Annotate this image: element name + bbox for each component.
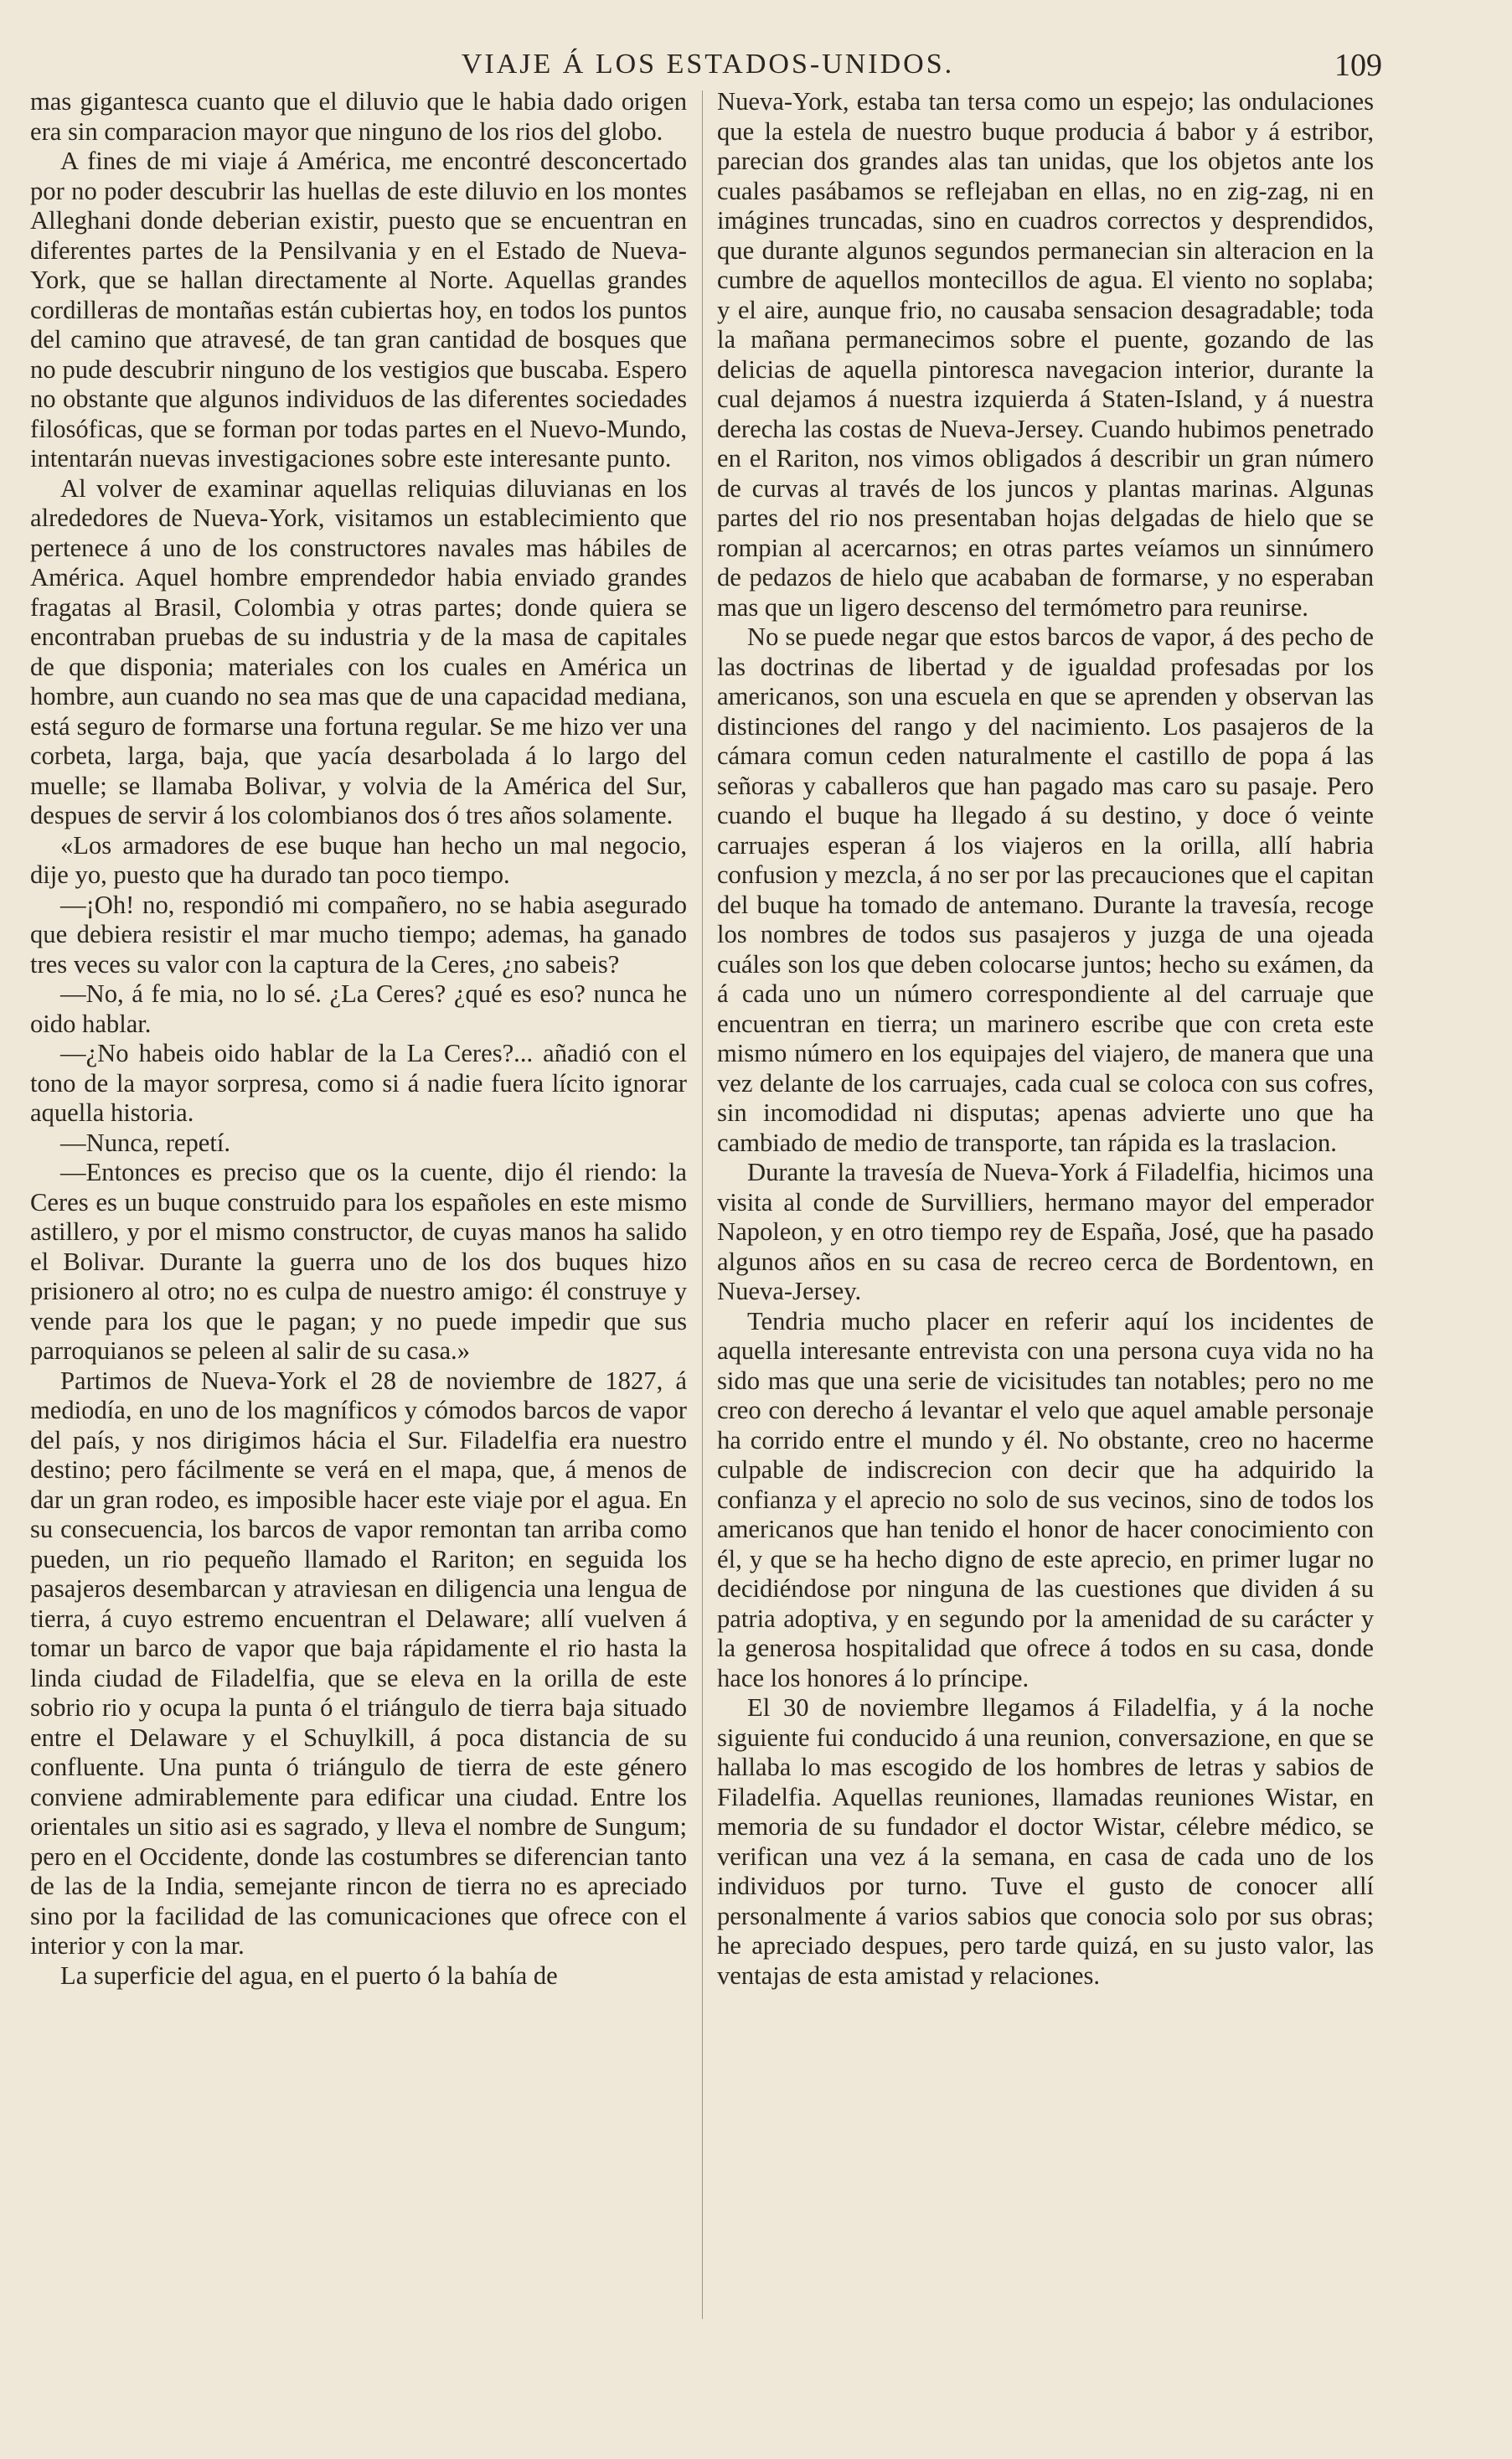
page-number: 109 [1334, 48, 1382, 83]
paragraph: Partimos de Nueva-York el 28 de noviembre de 1827, á mediodía, en uno de los magníficos y cómodos barcos de vapor del país, y nos dirigimos hácia el Sur. Filadelfia era nuestro destino; pero fácilmente se verá en el mapa, que, á menos de dar un gran rodeo, es imposible hacer este viaje por el agua. En su consecuencia, los barcos de vapor remontan tan arriba como pueden, un rio pequeño llamado el Rariton; en seguida los pasajeros desembarcan y atraviesan en diligencia una lengua de tierra, á cuyo estremo encuentran el Delaware; allí vuelven á tomar un barco de vapor que baja rápidamente el rio hasta la linda ciudad de Filadelfia, que se eleva en la orilla de este sobrio rio y ocupa la punta ó el triángulo de tierra baja situado entre el Delaware y el Schuylkill, á poca distancia de su confluente. Una punta ó triángulo de tierra de este género conviene admirablemente para edificar una ciudad. Entre los orientales un sitio asi es sagrado, y lleva el nombre de Sungum; pero en el Occidente, donde las costumbres se diferencian tanto de las de la India, semejante rincon de tierra no es apreciado sino por la facilidad de las comunicaciones que ofrece con el interior y con la mar. [30, 1366, 687, 1960]
paragraph: Durante la travesía de Nueva-York á Filadelfia, hicimos una visita al conde de Survilliers, hermano mayor del emperador Napoleon, y en otro tiempo rey de España, José, que ha pasado algunos años en su casa de recreo cerca de Bordentown, en Nueva-Jersey. [717, 1158, 1374, 1305]
paragraph: —¡Oh! no, respondió mi compañero, no se habia asegurado que debiera resistir el mar mucho tiempo; ademas, ha ganado tres veces su valor con la captura de la Ceres, ¿no sabeis? [30, 890, 687, 979]
paragraph: Tendria mucho placer en referir aquí los incidentes de aquella interesante entrevista con una persona cuya vida no ha sido mas que una serie de vicisitudes tan notables; pero no me creo con derecho á levantar el velo que aquel amable personaje ha corrido entre el mundo y él. No obstante, creo no hacerme culpable de indiscrecion con decir que ha adquirido la confianza y el aprecio no solo de sus vecinos, sino de todos los americanos que han tenido el honor de hacer conocimiento con él, y que se ha hecho digno de este aprecio, en primer lugar no decidiéndose por ninguna de las cuestiones que dividen á su patria adoptiva, y en segundo por la amenidad de su carácter y la generosa hospitalidad que ofrece á todos en su casa, donde hace los honores á lo príncipe. [717, 1306, 1374, 1692]
paragraph: El 30 de noviembre llegamos á Filadelfia, y á la noche siguiente fui conducido á una reunion, conversazione, en que se hallaba lo mas escogido de los hombres de letras y sabios de Filadelfia. Aquellas reuniones, llamadas reuniones Wistar, en memoria de su fundador el doctor Wistar, célebre médico, se verifican una vez á la semana, en casa de cada uno de los individuos por turno. Tuve el gusto de conocer allí personalmente á varios sabios que conocia solo por sus obras; he apreciado despues, pero tarde quizá, en su justo valor, las ventajas de esta amistad y relaciones. [717, 1693, 1374, 1990]
paragraph: —Entonces es preciso que os la cuente, dijo él riendo: la Ceres es un buque construido para los españoles en este mismo astillero, y por el mismo constructor, de cuyas manos ha salido el Bolivar. Durante la guerra uno de los dos buques hizo prisionero al otro; no es culpa de nuestro amigo: él construye y vende para los que le pagan; y no puede impedir que sus parroquianos se peleen al salir de su casa.» [30, 1158, 687, 1365]
column-divider [702, 90, 703, 2319]
page-header [34, 49, 1382, 87]
right-column [717, 87, 1374, 1991]
paragraph: La superficie del agua, en el puerto ó la bahía de [60, 1960, 558, 1990]
paragraph: —Nunca, repetí. [60, 1128, 231, 1157]
paragraph: mas gigantesca cuanto que el diluvio que le habia dado origen era sin comparacion mayor que ninguno de los rios del globo. [30, 87, 687, 146]
paragraph: Nueva-York, estaba tan tersa como un espejo; las ondulaciones que la estela de nuestro buque producia á babor y á estribor, parecian dos grandes alas tan unidas, que los objetos ante los cuales pasábamos se reflejaban en ellas, no en zig-zag, ni en imágines truncadas, sino en cuadros correctos y desprendidos, que durante algunos segundos permanecian sin alteracion en la cumbre de aquellos montecillos de agua. El viento no soplaba; y el aire, aunque frio, no causaba sensacion desagradable; toda la mañana permanecimos sobre el puente, gozando de las delicias de aquella pintoresca navegacion interior, durante la cual dejamos á nuestra izquierda á Staten-Island, y á nuestra derecha las costas de Nueva-Jersey. Cuando hubimos penetrado en el Rariton, nos vimos obligados á describir un gran número de curvas al través de los juncos y plantas marinas. Algunas partes del rio nos presentaban hojas delgadas de hielo que se rompian al acercarnos; en otras partes veíamos un sinnúmero de pedazos de hielo que acababan de formarse, y no esperaban mas que un ligero descenso del termómetro para reunirse. [717, 87, 1374, 622]
paragraph: No se puede negar que estos barcos de vapor, á des pecho de las doctrinas de libertad y de igualdad profesadas por los americanos, son una escuela en que se aprenden y observan las distinciones del rango y del nacimiento. Los pasajeros de la cámara comun ceden naturalmente el castillo de popa á las señoras y caballeros que han pagado mas caro su pasaje. Pero cuando el buque ha llegado á su destino, y doce ó veinte carruajes esperan á los viajeros en la orilla, allí habria confusion y mezcla, á no ser por las precauciones que el capitan del buque ha tomado de antemano. Durante la travesía, recoge los nombres de todos sus pasajeros y juzga de una ojeada cuáles son los que deben colocarse juntos; hecho su exámen, da á cada uno un número correspondiente al del carruaje que encuentran en tierra; un marinero escribe que con creta este mismo número en los equipajes del viajero, de manera que una vez delante de los carruajes, cada cual se coloca con sus cofres, sin incomodidad ni disputas; apenas advierte uno que ha cambiado de medio de transporte, tan rápida es la traslacion. [717, 622, 1374, 1157]
paragraph: —No, á fe mia, no lo sé. ¿La Ceres? ¿qué es eso? nunca he oido hablar. [30, 979, 687, 1038]
paragraph: «Los armadores de ese buque han hecho un mal negocio, dije yo, puesto que ha durado tan poco tiempo. [30, 830, 687, 889]
paragraph: —¿No habeis oido hablar de la La Ceres?... añadió con el tono de la mayor sorpresa, como si á nadie fuera lícito ignorar aquella historia. [30, 1039, 687, 1127]
left-column [30, 87, 687, 1991]
paragraph: Al volver de examinar aquellas reliquias diluvianas en los alrededores de Nueva-York, visitamos un establecimiento que pertenece á uno de los constructores navales mas hábiles de América. Aquel hombre emprendedor habia enviado grandes fragatas al Brasil, Colombia y otras partes; donde quiera se encontraban pruebas de su industria y de la masa de capitales de que disponia; materiales con los cuales en América un hombre, aun cuando no sea mas que de una capacidad mediana, está seguro de formarse una fortuna regular. Se me hizo ver una corbeta, larga, baja, que yacía desarbolada á lo largo del muelle; se llamaba Bolivar, y volvia de la América del Sur, despues de servir á los colombianos dos ó tres años solamente. [30, 473, 687, 829]
paragraph: A fines de mi viaje á América, me encontré desconcertado por no poder descubrir las huellas de este diluvio en los montes Alleghani donde deberian existir, puesto que se encuentran en diferentes partes de la Pensilvania y en el Estado de Nueva-York, que se hallan directamente al Norte. Aquellas grandes cordilleras de montañas están cubiertas hoy, en todos los puntos del camino que atravesé, de tan gran cantidad de bosques que no pude descubrir ninguno de los vestigios que buscaba. Espero no obstante que algunos individuos de las diferentes sociedades filosóficas, que se forman por todas partes en el Nuevo-Mundo, intentarán nuevas investigaciones sobre este interesante punto. [30, 147, 687, 473]
running-title: VIAJE Á LOS ESTADOS-UNIDOS. [461, 49, 955, 80]
